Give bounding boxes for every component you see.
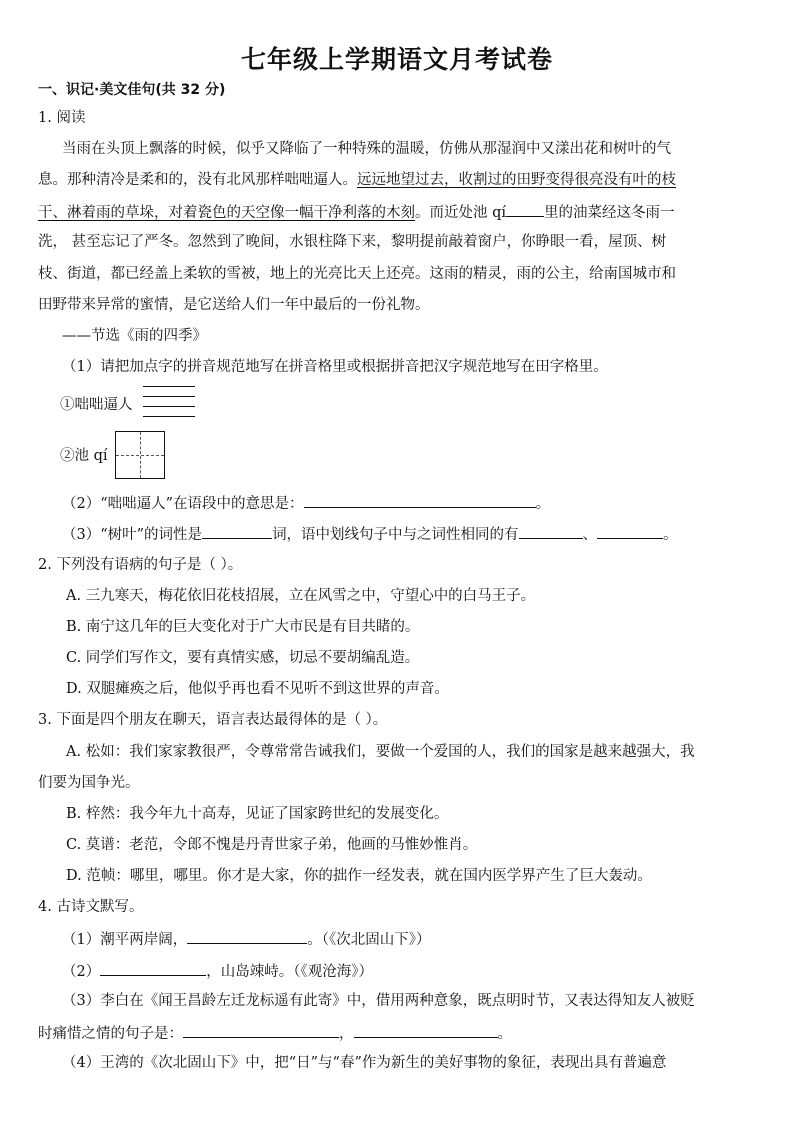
question-1-heading: 1. 阅读 — [38, 110, 86, 126]
passage-line-1: 当雨在头顶上飘落的时候，似乎又降临了一种特殊的温暖，仿佛从那湿润中又漾出花和树叶的气 — [62, 141, 671, 157]
passage-line-2: 息。那种清冷是柔和的，没有北风那样咄咄逼人。远远地望过去，收割过的田野变得很亮没有叶的枝 — [38, 172, 676, 188]
answer-blank[interactable] — [597, 523, 663, 539]
poem-line-1: （1）潮平两岸阔， 。（《次北固山下》） — [62, 928, 756, 950]
poem-line-3: （3）李白在《闻王昌龄左迁龙标遥有此寄》中，借用两种意象，既点明时节，又表达得知友人被贬 — [62, 993, 695, 1009]
answer-blank[interactable] — [304, 492, 536, 508]
section-heading: 一、识记·美文佳句(共 32 分) — [38, 82, 226, 98]
answer-blank[interactable] — [506, 201, 544, 217]
sub-question-1: （1）请把加点字的拼音规范地写在拼音格里或根据拼音把汉字规范地写在田字格里。 — [62, 359, 608, 375]
answer-blank[interactable] — [354, 1022, 498, 1038]
option-c[interactable]: C. 同学们写作文，要有真情实感，切忌不要胡编乱造。 — [66, 650, 420, 666]
page-title: 七年级上学期语文月考试卷 — [240, 45, 553, 74]
answer-blank[interactable] — [183, 1022, 339, 1038]
option-c[interactable]: C. 莫谱：老范，令郎不愧是丹青世家子弟，他画的马惟妙惟肖。 — [66, 837, 478, 853]
passage-line-6: 田野带来异常的蜜情，是它送给人们一年中最后的一份礼物。 — [38, 297, 430, 313]
tianzige-grid[interactable] — [115, 431, 165, 479]
underlined-sentence: 远远地望过去，收割过的田野变得很亮没有叶的枝 — [357, 172, 676, 188]
option-d[interactable]: D. 双腿瘫痪之后，他似乎再也看不见听不到这世界的声音。 — [66, 681, 449, 697]
sub-question-2: （2）“咄咄逼人”在语段中的意思是： 。 — [62, 492, 756, 514]
option-d[interactable]: D. 范帧：哪里，哪里。你才是大家，你的拙作一经发表，就在国内医学界产生了巨大轰动。 — [66, 868, 652, 884]
item-2-label: ②池 qí — [60, 448, 108, 464]
item-1-label: ①咄咄逼人 — [60, 397, 133, 413]
option-a-continued: 们要为国争光。 — [38, 775, 140, 791]
answer-blank[interactable] — [187, 928, 307, 944]
option-a[interactable]: A. 三九寒天，梅花依旧花枝招展，立在风雪之中，守望心中的白马王子。 — [66, 588, 536, 604]
poem-line-2: （2） ，山岛竦峙。（《观沧海》） — [62, 960, 756, 982]
option-b[interactable]: B. 梓然：我今年九十高寿，见证了国家跨世纪的发展变化。 — [66, 806, 449, 822]
option-a[interactable]: A. 松如：我们家家教很严，令尊常常告诫我们，要做一个爱国的人，我们的国家是越来越强大，我 — [66, 744, 695, 760]
sub-question-3: （3）“树叶”的词性是 词，语中划线句子中与之词性相同的有 、 。 — [62, 523, 756, 545]
poem-line-4: （4）王湾的《次北固山下》中，把“日”与“春”作为新生的美好事物的象征，表现出具有普遍意 — [62, 1055, 667, 1071]
passage-source: ——节选《雨的四季》 — [62, 328, 207, 344]
poem-line-3-continued: 时痛惜之情的句子是： ， 。 — [38, 1022, 756, 1044]
question-3-heading: 3. 下面是四个朋友在聊天，语言表达最得体的是（ ）。 — [38, 712, 388, 728]
pinyin-grid[interactable] — [143, 386, 195, 417]
passage-line-5: 枝、街道，都已经盖上柔软的雪被，地上的光亮比天上还亮。这雨的精灵，雨的公主，给南国城市和 — [38, 266, 676, 282]
passage-line-3: 干、淋着雨的草垛，对着瓷色的天空像一幅干净利落的木刻。而近处池 qí 里的油菜经这冬雨一 — [38, 201, 756, 223]
answer-blank[interactable] — [202, 523, 272, 539]
passage-line-4: 洗， 甚至忘记了严冬。忽然到了晚间，水银柱降下来，黎明提前敲着窗户，你睁眼一看，屋顶、树 — [38, 234, 667, 250]
question-4-heading: 4. 古诗文默写。 — [38, 899, 144, 915]
answer-blank[interactable] — [100, 960, 206, 976]
question-2-heading: 2. 下列没有语病的句子是（ ）。 — [38, 557, 243, 573]
underlined-sentence: 干、淋着雨的草垛，对着瓷色的天空像一幅干净利落的木刻 — [38, 205, 415, 221]
answer-blank[interactable] — [519, 523, 583, 539]
option-b[interactable]: B. 南宁这几年的巨大变化对于广大市民是有目共睹的。 — [66, 619, 420, 635]
